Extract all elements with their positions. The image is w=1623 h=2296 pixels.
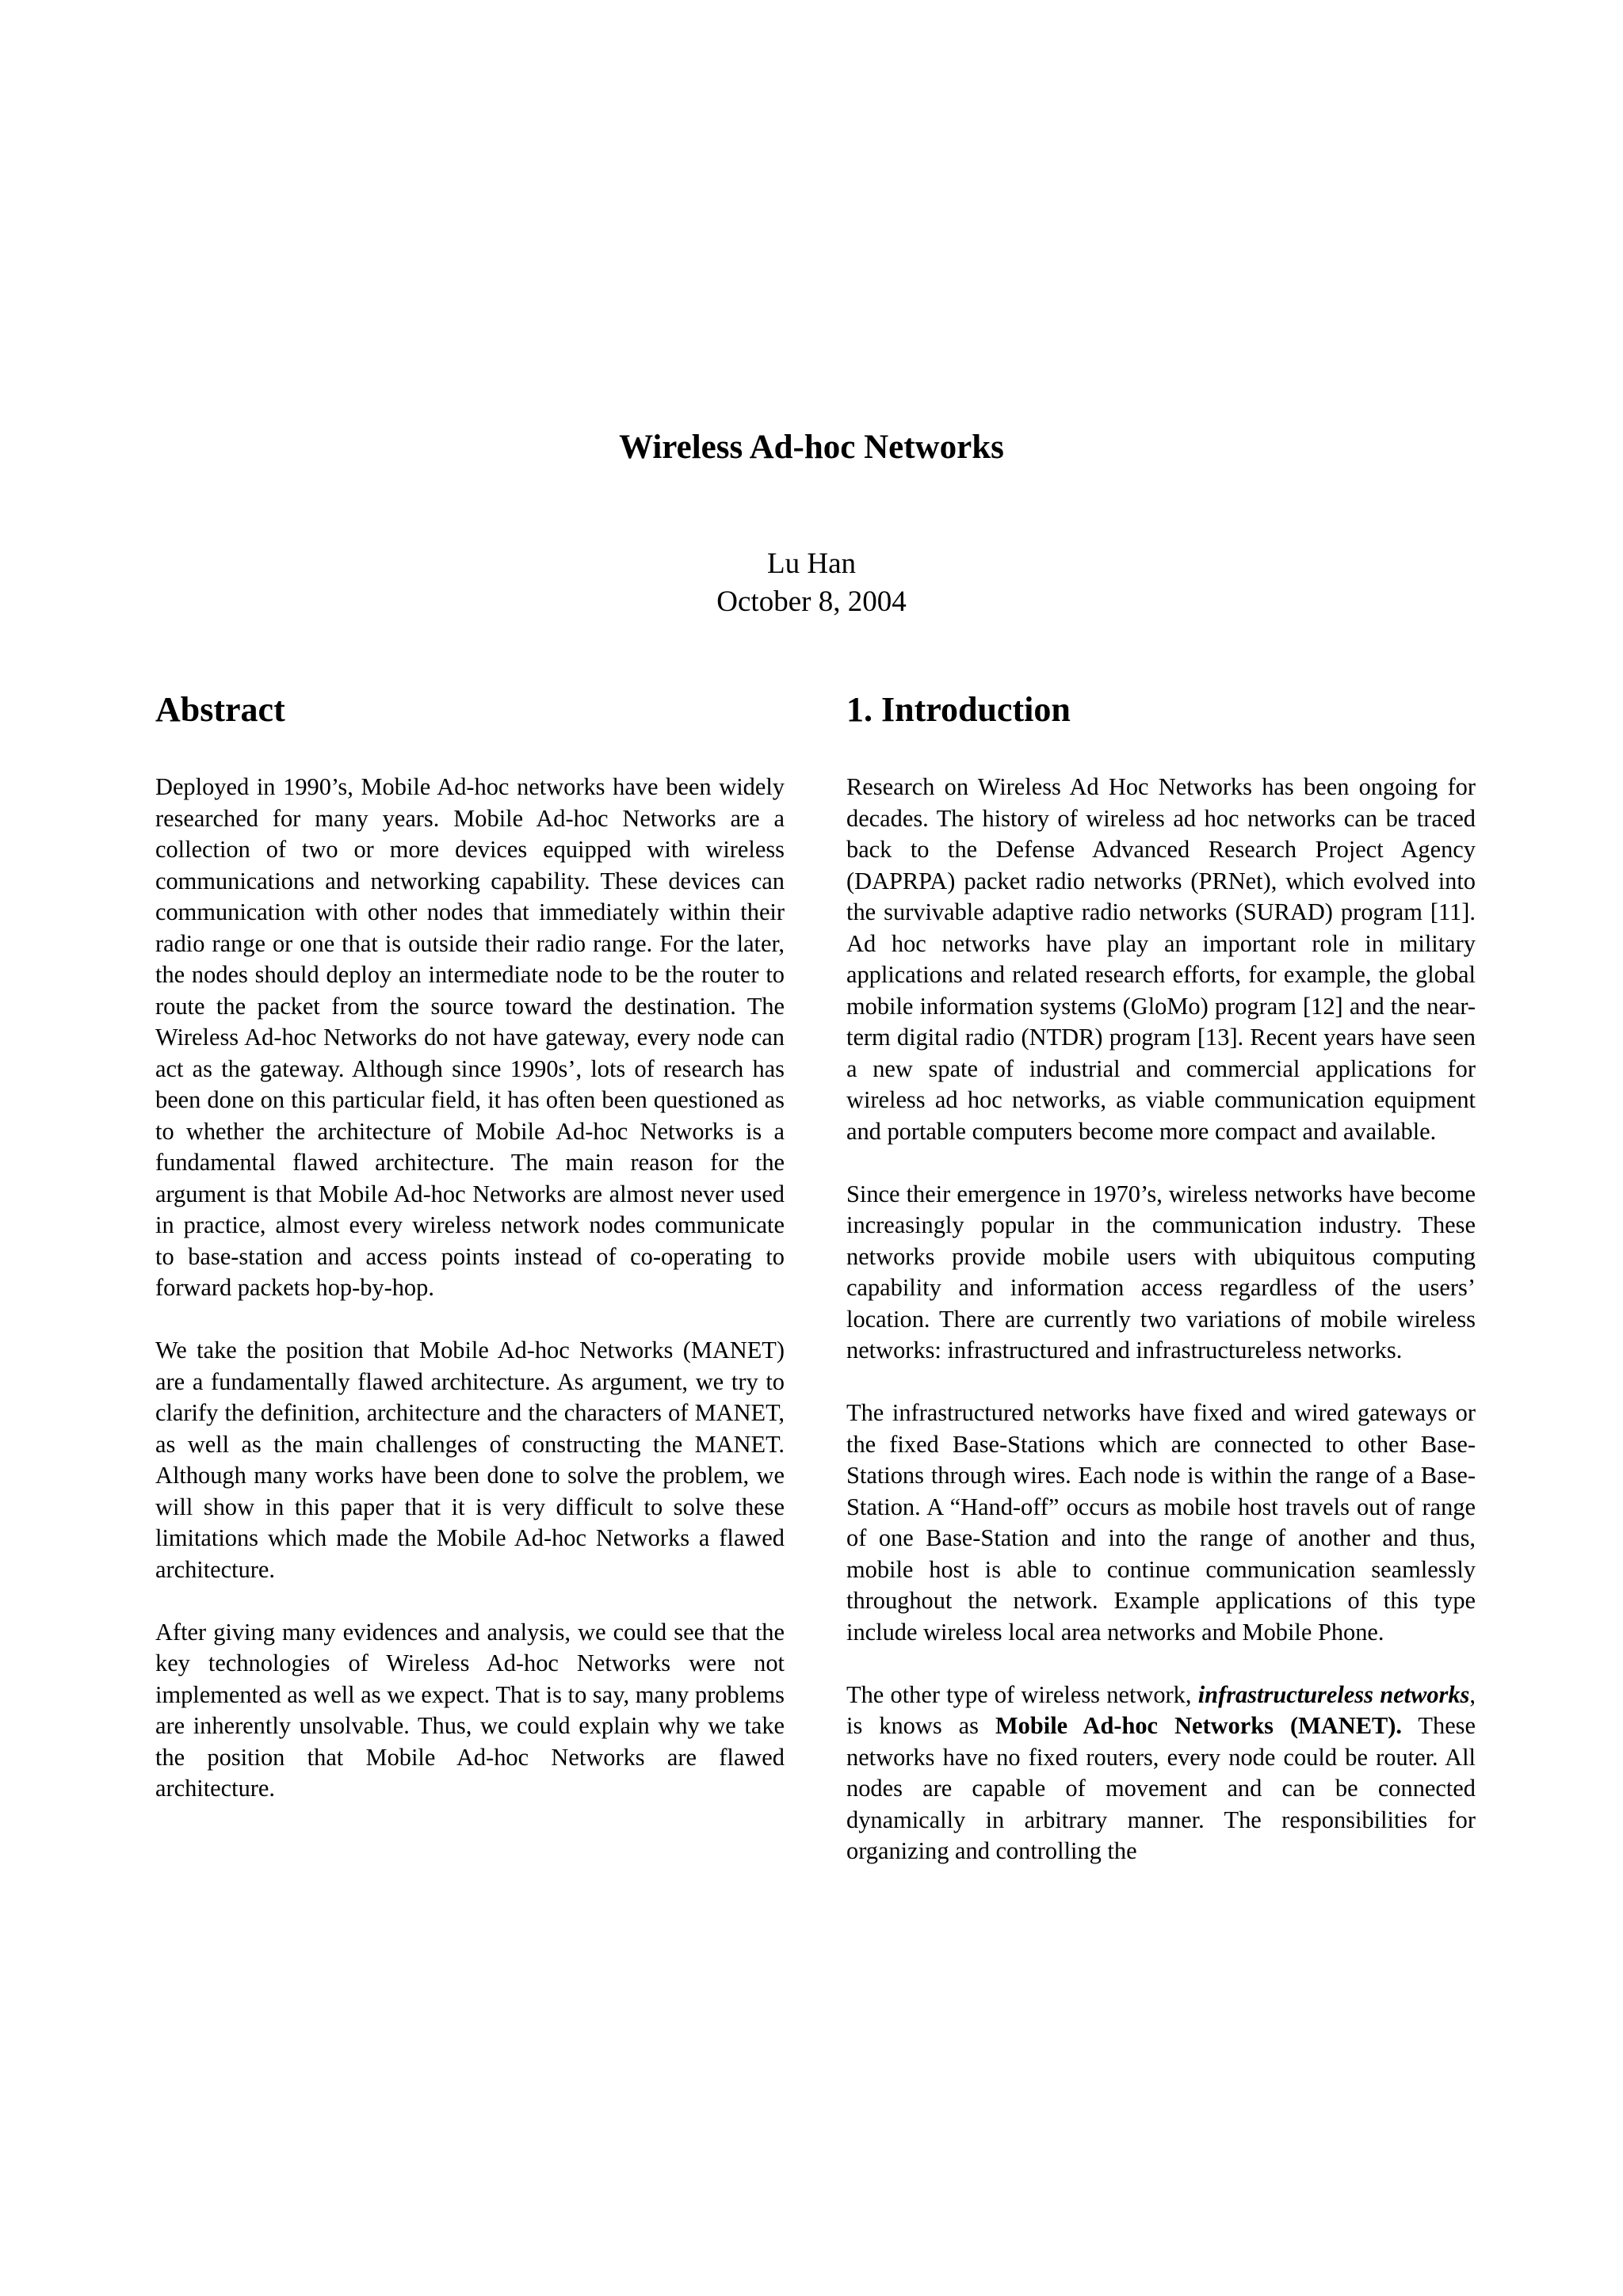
paper-date: October 8, 2004	[716, 585, 907, 618]
introduction-paragraph-1: Research on Wireless Ad Hoc Networks has been ongoing for decades. The history of wireless ad hoc networks can be traced back to the Defense Advanced Research Project Agency (DAPRPA) packet radio networks (PRNet), which evolved into the survivable adaptive radio networks (SURAD) program [11]. Ad hoc networks have play an important role in military applications and related research efforts, for example, the global mobile information systems (GloMo) program [12] and the near-term digital radio (NTDR) program [13]. Recent years have seen a new spate of industrial and commercial applications for wireless ad hoc networks, as viable communication equipment and portable computers become more compact and available.	[846, 773, 1476, 1145]
author-name: Lu Han	[767, 547, 856, 580]
abstract-paragraph-3: After giving many evidences and analysis, we could see that the key technologies of Wireless Ad-hoc Networks were not implemented as well as we expect. That is to say, many problems are inherently unsolvable. Thus, we could explain why we take the position that Mobile Ad-hoc Networks are flawed architecture.	[155, 1618, 785, 1802]
introduction-heading: 1. Introduction	[846, 690, 1071, 729]
intro-p4-text-1: The other type of wireless network,	[846, 1680, 1198, 1708]
introduction-column	[846, 688, 1476, 1867]
intro-p4-text-2: , is knows as	[846, 1680, 1476, 1739]
introduction-paragraph-4	[846, 1680, 1476, 1867]
introduction-paragraph-2: Since their emergence in 1970’s, wireless networks have become increasingly popular in the communication industry. These networks provide mobile users with ubiquitous computing capability and information access regardless of the users’ location. There are currently two variations of mobile wireless networks: infrastructured and infrastructureless networks.	[846, 1180, 1476, 1363]
paper-title: Wireless Ad-hoc Networks	[619, 429, 1004, 466]
introduction-paragraph-3: The infrastructured networks have fixed and wired gateways or the fixed Base-Stations which are connected to other Base-Stations through wires. Each node is within the range of a Base-Station. A “Hand-off” occurs as mobile host travels out of range of one Base-Station and into the range of another and thus, mobile host is able to continue communication seamlessly throughout the network. Example applications of this type include wireless local area networks and Mobile Phone.	[846, 1399, 1476, 1646]
term-infrastructureless-networks: infrastructureless networks	[1197, 1680, 1470, 1708]
author-block	[0, 545, 1623, 621]
abstract-heading: Abstract	[155, 690, 285, 729]
abstract-paragraph-1: Deployed in 1990’s, Mobile Ad-hoc networks have been widely researched for many years. Mobile Ad-hoc Networks are a collection of two or more devices equipped with wireless communications and networking capability. These devices can communication with other nodes that immediately within their radio range or one that is outside their radio range. For the later, the nodes should deploy an intermediate node to be the router to route the packet from the source toward the destination. The Wireless Ad-hoc Networks do not have gateway, every node can act as the gateway. Although since 1990s’, lots of research has been done on this particular field, it has often been questioned as to whether the architecture of Mobile Ad-hoc Networks is a fundamental flawed architecture. The main reason for the argument is that Mobile Ad-hoc Networks are almost never used in practice, almost every wireless network nodes communicate to base-station and access points instead of co-operating to forward packets hop-by-hop.	[155, 773, 785, 1301]
abstract-column	[155, 688, 785, 1805]
abstract-paragraph-2: We take the position that Mobile Ad-hoc Networks (MANET) are a fundamentally flawed architecture. As argument, we try to clarify the definition, architecture and the characters of MANET, as well as the main challenges of constructing the MANET. Although many works have been done to solve the problem, we will show in this paper that it is very difficult to solve these limitations which made the Mobile Ad-hoc Networks a flawed architecture.	[155, 1337, 785, 1583]
term-manet: Mobile Ad-hoc Networks (MANET).	[995, 1712, 1402, 1739]
intro-p4-text-3: These networks have no fixed routers, every node could be router. All nodes are capable of movement and can be connected dynamically in arbitrary manner. The responsibilities for organizing and controlling the	[846, 1712, 1476, 1864]
